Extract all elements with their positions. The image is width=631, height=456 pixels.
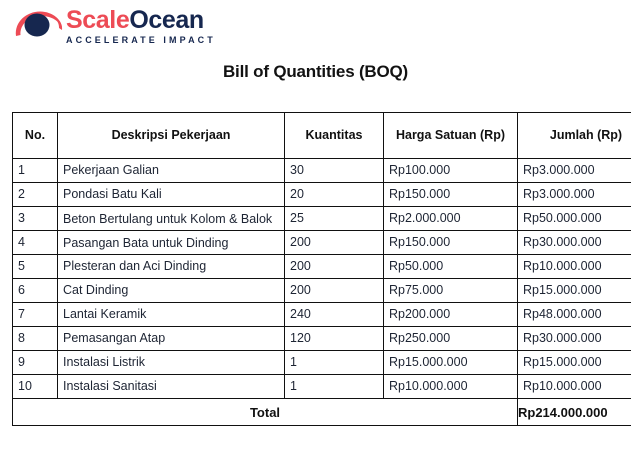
cell-amount: Rp15.000.000 [518, 351, 631, 375]
ellipse-swoosh-logo-icon [12, 6, 68, 46]
cell-unit-price: Rp250.000 [384, 327, 518, 351]
cell-quantity: 200 [285, 279, 384, 303]
cell-no: 5 [13, 255, 58, 279]
table-row [13, 183, 631, 207]
brand-logo [12, 4, 272, 52]
column-header-unit-price: Harga Satuan (Rp) [384, 113, 518, 159]
cell-unit-price: Rp50.000 [384, 255, 518, 279]
cell-quantity: 1 [285, 351, 384, 375]
cell-quantity: 30 [285, 159, 384, 183]
boq-table [12, 112, 631, 426]
cell-amount: Rp48.000.000 [518, 303, 631, 327]
brand-name-part2: Ocean [129, 6, 204, 34]
cell-amount: Rp30.000.000 [518, 327, 631, 351]
table-body [13, 159, 631, 399]
cell-no: 10 [13, 375, 58, 399]
cell-description: Pekerjaan Galian [58, 159, 285, 183]
table-footer [13, 399, 631, 426]
cell-no: 6 [13, 279, 58, 303]
cell-amount: Rp15.000.000 [518, 279, 631, 303]
cell-no: 2 [13, 183, 58, 207]
cell-description: Pasangan Bata untuk Dinding [58, 231, 285, 255]
brand-name [66, 7, 276, 33]
table-row [13, 375, 631, 399]
table-row [13, 207, 631, 231]
table-row [13, 303, 631, 327]
cell-unit-price: Rp2.000.000 [384, 207, 518, 231]
cell-unit-price: Rp15.000.000 [384, 351, 518, 375]
cell-amount: Rp50.000.000 [518, 207, 631, 231]
cell-no: 1 [13, 159, 58, 183]
cell-quantity: 240 [285, 303, 384, 327]
cell-description: Pondasi Batu Kali [58, 183, 285, 207]
cell-description: Instalasi Sanitasi [58, 375, 285, 399]
cell-quantity: 200 [285, 255, 384, 279]
cell-description: Beton Bertulang untuk Kolom & Balok [58, 207, 285, 231]
cell-unit-price: Rp10.000.000 [384, 375, 518, 399]
cell-unit-price: Rp75.000 [384, 279, 518, 303]
cell-unit-price: Rp200.000 [384, 303, 518, 327]
table-row [13, 351, 631, 375]
cell-description: Lantai Keramik [58, 303, 285, 327]
cell-quantity: 200 [285, 231, 384, 255]
brand-name-part1: Scale [66, 6, 130, 34]
cell-unit-price: Rp150.000 [384, 231, 518, 255]
table-row [13, 279, 631, 303]
cell-amount: Rp10.000.000 [518, 255, 631, 279]
total-row [13, 399, 631, 426]
cell-description: Pemasangan Atap [58, 327, 285, 351]
total-value: Rp214.000.000 [518, 399, 631, 426]
brand-wordmark [66, 7, 276, 46]
cell-no: 8 [13, 327, 58, 351]
cell-description: Instalasi Listrik [58, 351, 285, 375]
table-row [13, 327, 631, 351]
table-header-row [13, 113, 631, 159]
cell-amount: Rp3.000.000 [518, 159, 631, 183]
cell-description: Plesteran dan Aci Dinding [58, 255, 285, 279]
table-row [13, 231, 631, 255]
total-label: Total [13, 399, 518, 426]
cell-no: 9 [13, 351, 58, 375]
cell-quantity: 25 [285, 207, 384, 231]
page-title: Bill of Quantities (BOQ) [222, 62, 409, 81]
brand-tagline: ACCELERATE IMPACT [66, 35, 216, 45]
cell-quantity: 20 [285, 183, 384, 207]
cell-unit-price: Rp100.000 [384, 159, 518, 183]
cell-amount: Rp30.000.000 [518, 231, 631, 255]
table-header [13, 113, 631, 159]
cell-no: 3 [13, 207, 58, 231]
cell-description: Cat Dinding [58, 279, 285, 303]
cell-no: 7 [13, 303, 58, 327]
boq-table-container [12, 112, 623, 426]
column-header-description: Deskripsi Pekerjaan [58, 113, 285, 159]
column-header-quantity: Kuantitas [285, 113, 384, 159]
table-row [13, 159, 631, 183]
cell-quantity: 120 [285, 327, 384, 351]
column-header-amount: Jumlah (Rp) [518, 113, 631, 159]
cell-quantity: 1 [285, 375, 384, 399]
column-header-no: No. [13, 113, 58, 159]
cell-amount: Rp10.000.000 [518, 375, 631, 399]
cell-no: 4 [13, 231, 58, 255]
cell-amount: Rp3.000.000 [518, 183, 631, 207]
cell-unit-price: Rp150.000 [384, 183, 518, 207]
table-row [13, 255, 631, 279]
